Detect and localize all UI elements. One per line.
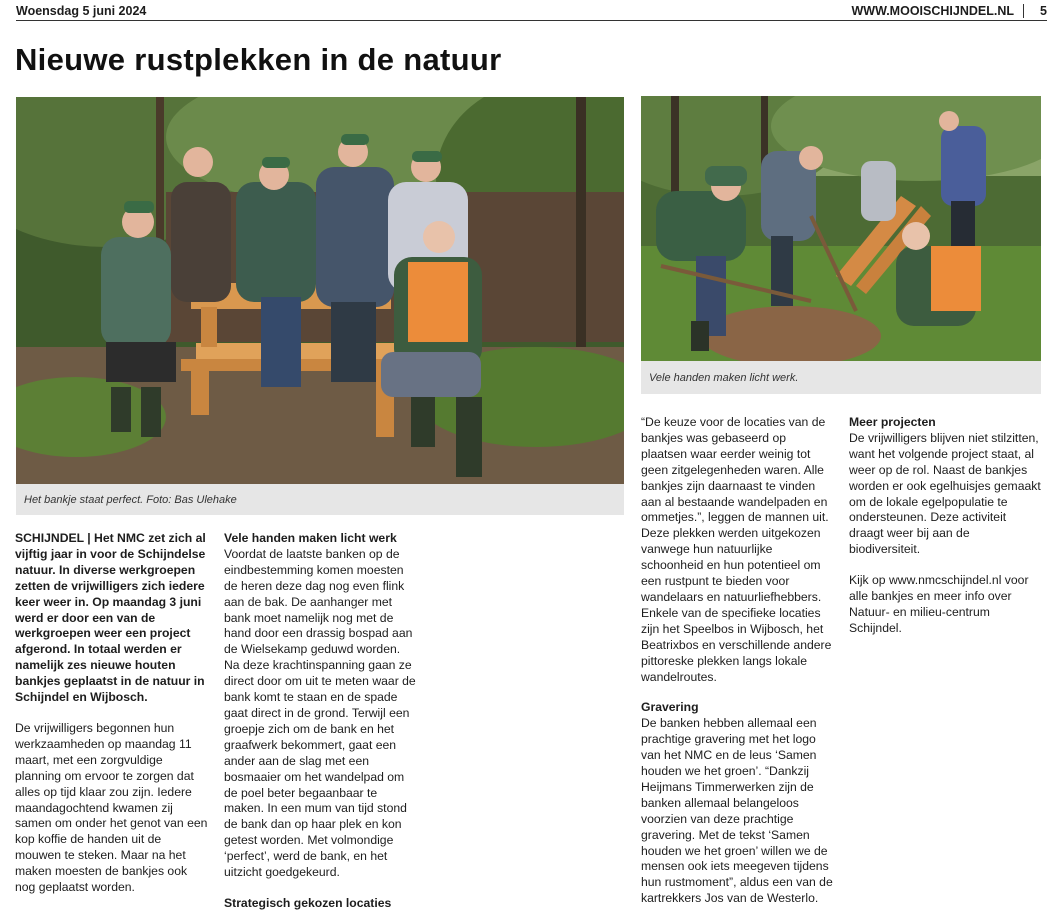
subheading-strategisch: Strategisch gekozen locaties (224, 895, 392, 910)
article-headline: Nieuwe rustplekken in de natuur (15, 42, 502, 77)
main-photo-caption: Het bankje staat perfect. Foto: Bas Ulehake (16, 484, 624, 515)
article-lead: SCHIJNDEL | Het NMC zet zich al vijftig jaar in voor de Schijndelse natuur. In diverse werkgroepen zetten de vrijwilligers zich iedere keer weer in. Op maandag 3 juni werd er door een van de werkgroepen weer een project afgerond. In totaal werden er namelijk zes nieuwe houten bankjes geplaatst in de natuur in Schijndel en Wijbosch. (15, 531, 206, 705)
article-column-2 (224, 531, 416, 912)
website-link[interactable]: WWW.MOOISCHIJNDEL.NL (851, 4, 1014, 18)
article-paragraph-2: Voordat de laatste banken op de eindbestemming komen moesten de heren deze dag nog even flink aan de bak. De aanhanger met bank moet namelijk nog met de hand door een drassig bospad aan de Wielsekamp geduwd worden. Na deze krachtinspanning gaan ze direct door om uit te meten waar de bank komt te staan en de spade gaat direct in de grond. Terwijl een groepje zich om de bank en het graafwerk bekommert, gaat een ander aan de slag met een bosmaaier om het wandelpad om de poel beter begaanbaar te maken. In een mum van tijd stond de bank dan op haar plek en kon getest worden. Met volmondige ‘perfect’, werd de bank, en het uitzicht goedgekeurd. (224, 546, 416, 880)
article-column-3 (641, 415, 833, 922)
subheading-vele-handen: Vele handen maken licht werk (224, 531, 397, 545)
article-paragraph-5: De vrijwilligers blijven niet stilzitten, want het volgende project staat, al weer op de rol. Naast de bankjes worden er ook egelhuisjes gemaakt om de lokale egelpopulatie te ondersteunen. Deze activiteit draagt weer bij aan de biodiversiteit. (849, 430, 1041, 557)
subheading-meer-projecten: Meer projecten (849, 415, 936, 429)
article-paragraph-1: De vrijwilligers begonnen hun werkzaamheden op maandag 11 maart, met een zorgvuldige planning om ervoor te zorgen dat alles op tijd klaar zou zijn. Iedere maandagochtend kwamen zij samen om onder het genot van een kop koffie de handen uit de mouwen te steken. Maar na het maken moesten de bankjes ook nog geplaatst worden. (15, 720, 208, 895)
side-photo (641, 96, 1041, 361)
article-paragraph-6: Kijk op www.nmcschijndel.nl voor alle bankjes en meer info over Natuur- en milieu-centrum Schijndel. (849, 573, 1029, 635)
article-column-4 (849, 415, 1042, 652)
side-photo-caption: Vele handen maken licht werk. (641, 361, 1041, 394)
main-photo (16, 97, 624, 484)
article-column-1 (15, 531, 208, 911)
issue-date: Woensdag 5 juni 2024 (16, 4, 147, 18)
article-paragraph-3: “De keuze voor de locaties van de bankjes was gebaseerd op plaatsen waar eerder weinig tot geen zitgelegenheden waren. Alle bankjes zijn daarnaast te vinden aan al bestaande wandelpaden en ommetjes.”, leggen de mannen uit. Deze plekken werden uitgekozen vanwege hun natuurlijke schoonheid en hun potentieel om een rustpunt te bieden voor wandelaars en natuurliefhebbers. Enkele van de specifieke locaties zijn het Speelbos in Wijbosch, het Beatrixbos en verschillende andere pittoreske plekken langs lokale wandelroutes. (641, 415, 832, 684)
subheading-gravering: Gravering (641, 700, 699, 715)
page-number: 5 (1040, 4, 1047, 18)
header-separator (1023, 4, 1024, 18)
header-rule (16, 20, 1047, 21)
article-paragraph-4: De banken hebben allemaal een prachtige gravering met het logo van het NMC en de leus ‘Samen houden we het groen’. “Dankzij Heijmans Timmerwerken zijn de banken allemaal belangeloos voorzien van deze prachtige gravering. Met de tekst ‘Samen houden we het groen’ willen we de mensen ook iets meegeven tijdens hun rustmoment”, aldus een van de kartrekkers Jos van de Westerlo. (641, 716, 833, 906)
